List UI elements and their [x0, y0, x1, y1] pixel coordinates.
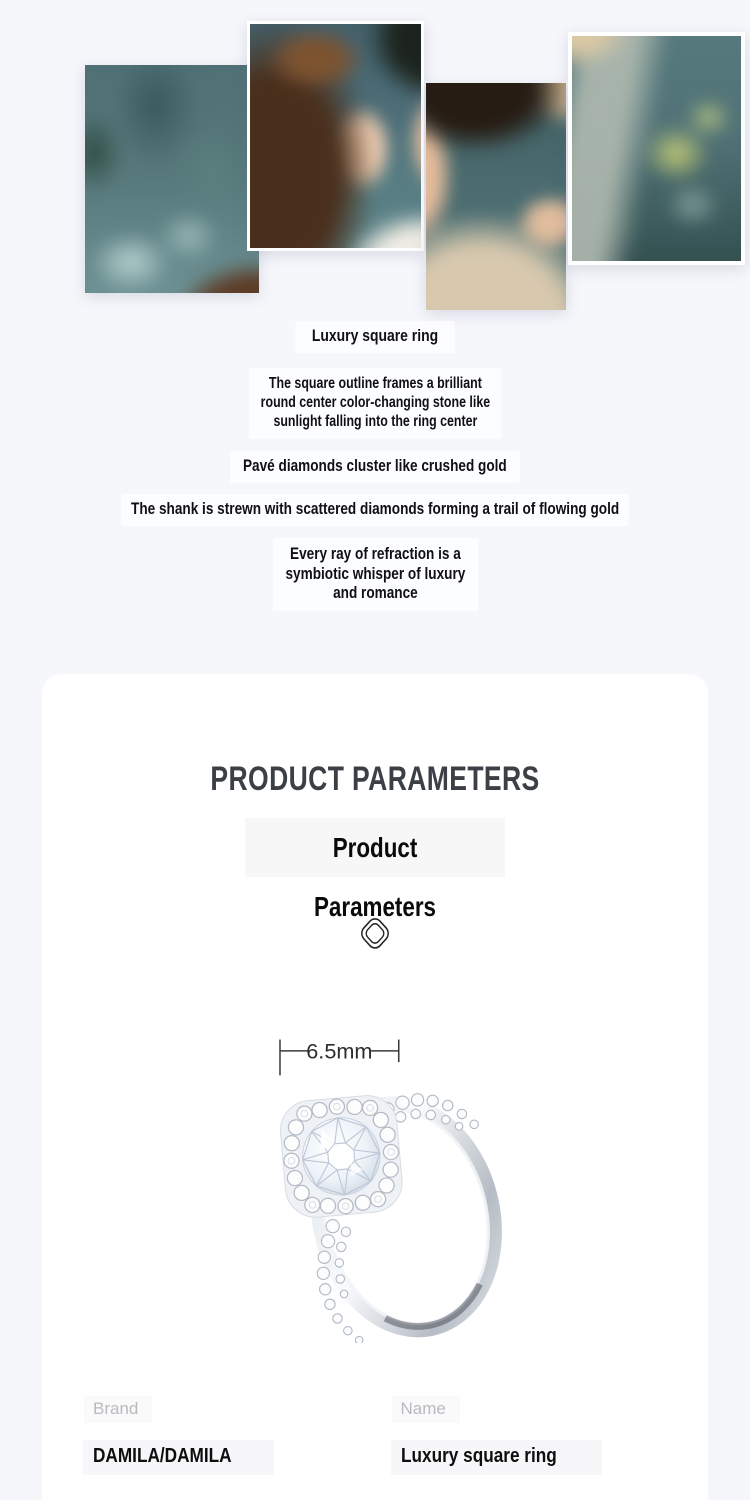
paragraph-line: Every ray of refraction is a [289, 544, 461, 563]
field-label: Name [401, 1396, 709, 1423]
ring-size-label: 6.5mm [306, 1038, 373, 1064]
product-parameters-card [42, 674, 708, 1500]
paragraph-line: The square outline frames a brilliant [268, 375, 482, 392]
photo-blur-art [568, 32, 745, 265]
parameter-fields-row [93, 1396, 708, 1475]
couple-photo-panel-2 [247, 21, 424, 251]
marketing-paragraph-4 [0, 538, 750, 611]
marketing-paragraph-3 [0, 494, 750, 526]
photo-blur-art [426, 83, 566, 310]
product-title [0, 321, 750, 353]
marketing-paragraph-2 [0, 451, 750, 483]
section-subheading: Product Parameters [245, 818, 505, 877]
paragraph-line: symbiotic whisper of luxury [285, 563, 465, 583]
marketing-paragraph-1 [0, 368, 750, 439]
photo-blur-art [247, 21, 424, 251]
paragraph-line: sunlight falling into the ring center [273, 413, 477, 430]
couple-photo-panel-1 [85, 65, 259, 293]
couple-photo-panel-4 [568, 32, 745, 265]
hero-photo-collage [0, 0, 750, 310]
field-label: Brand [93, 1396, 401, 1423]
field-value: DAMILA/DAMILA [93, 1440, 401, 1475]
field-brand [93, 1396, 401, 1475]
photo-blur-art [85, 65, 259, 293]
field-value: Luxury square ring [401, 1440, 709, 1475]
paragraph-line: Pavé diamonds cluster like crushed gold [230, 451, 519, 483]
paragraph-line: The shank is strewn with scattered diamonds forming a trail of flowing gold [121, 494, 628, 526]
ring-product-image [246, 1032, 510, 1343]
section-heading: PRODUCT PARAMETERS [210, 760, 540, 798]
field-name [401, 1396, 709, 1475]
couple-photo-panel-3 [426, 83, 566, 310]
paragraph-line: round center color-changing stone like [260, 394, 490, 411]
product-title-text: Luxury square ring [295, 321, 454, 353]
paragraph-line: and romance [332, 583, 418, 602]
diamond-outline-icon [42, 911, 708, 958]
